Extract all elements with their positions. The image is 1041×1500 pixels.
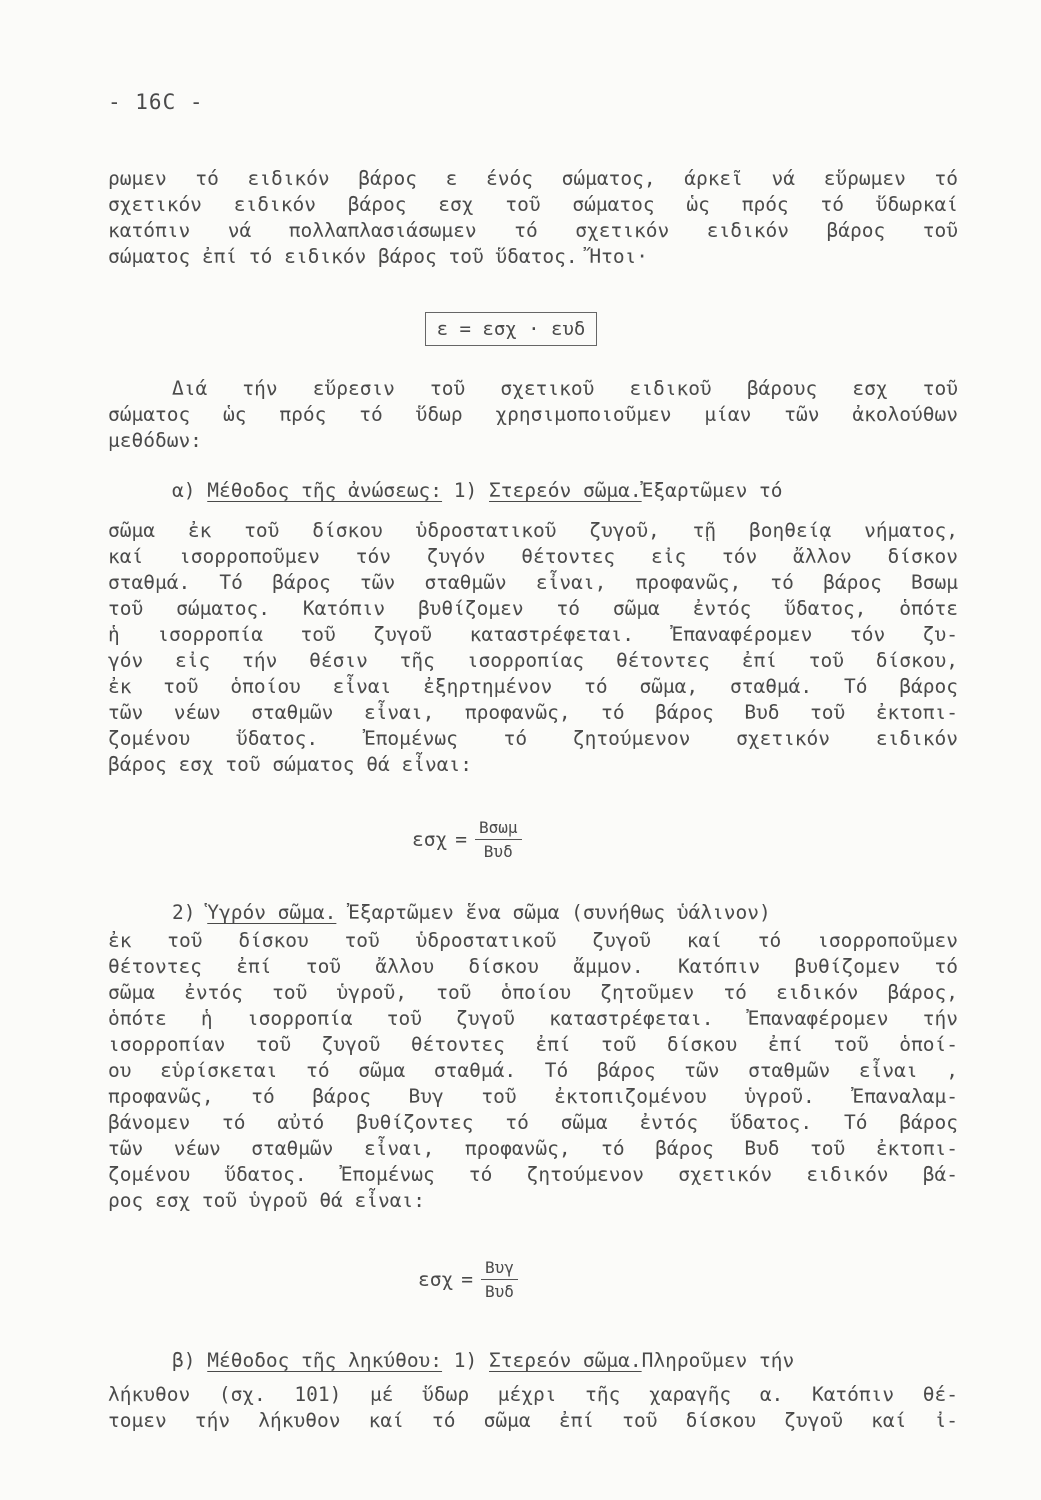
text-line: κατόπιν νά πολλαπλασιάσωμεν τό σχετικόν ειδικόν βάρος τοῦ <box>108 219 958 242</box>
text-line: θέτοντες ἐπί τοῦ ἄλλου δίσκου ἄμμον. Κατόπιν βυθίζομεν τό <box>108 955 958 978</box>
text-line: τῶν νέων σταθμῶν εἶναι, προφανῶς, τό βάρος Βυδ τοῦ ἐκτοπι- <box>108 701 958 724</box>
formula-liquid-ratio <box>418 1258 518 1301</box>
text-line: γόν εἰς τήν θέσιν τῆς ισορροπίας θέτοντες ἐπί τοῦ δίσκου, <box>108 649 958 672</box>
text-line: ζομένου ὕδατος. Ἐπομένως τό ζητούμενον σχετικόν ειδικόν <box>108 727 958 750</box>
text-line: ρος εσχ τοῦ ὑγροῦ θά εἶναι: <box>108 1189 425 1212</box>
method-a-title: Μέθοδος τῆς ἀνώσεως: <box>207 479 443 502</box>
text-line: σῶμα ἐντός τοῦ ὑγροῦ, τοῦ ὁποίου ζητοῦμεν τό ειδικόν βάρος, <box>108 981 958 1004</box>
liquid-sub-label: 2) <box>172 901 208 924</box>
formula-numerator: Βσωμ <box>478 818 518 837</box>
paragraph-liquid-body <box>108 928 958 1214</box>
text-line: ἐκ τοῦ ὁποίου εἶναι ἐξηρτημένον τό σῶμα, σταθμά. Τό βάρος <box>108 675 958 698</box>
formula-solid-ratio <box>412 818 522 861</box>
method-a-sub-label: 1) <box>453 479 490 502</box>
text-line: λήκυθον (σχ. 101) μέ ὕδωρ μέχρι τῆς χαραγῆς α. Κατόπιν θέ- <box>108 1383 958 1406</box>
text-line: σχετικόν ειδικόν βάρος εσχ τοῦ σώματος ὡς πρός τό ὕδωρκαί <box>108 193 958 216</box>
text-line: ισορροπίαν τοῦ ζυγοῦ θέτοντες ἐπί τοῦ δίσκου ἐπί τοῦ ὁποί- <box>108 1033 958 1056</box>
text-line: προφανῶς, τό βάρος Βυγ τοῦ ἐκτοπιζομένου ὑγροῦ. Ἐπαναλαμ- <box>108 1085 958 1108</box>
method-b-sub-label: 1) <box>442 1349 490 1372</box>
text-line: καί ισορροποῦμεν τόν ζυγόν θέτοντες εἰς τόν ἄλλον δίσκον <box>108 545 958 568</box>
text-line: ἡ ισορροπία τοῦ ζυγοῦ καταστρέφεται. Ἐπαναφέρομεν τόν ζυ- <box>108 623 958 646</box>
text-line: ου εὑρίσκεται τό σῶμα σταθμά. Τό βάρος τῶν σταθμῶν εἶναι , <box>108 1059 958 1082</box>
text-line: μεθόδων: <box>108 429 202 452</box>
text-line: τομεν τήν λήκυθον καί τό σῶμα ἐπί τοῦ δίσκου ζυγοῦ καί ἰ- <box>108 1409 958 1432</box>
formula-lhs: εσχ <box>418 1268 454 1291</box>
text-line: βάρος εσχ τοῦ σώματος θά εἶναι: <box>108 753 472 776</box>
method-b-rest: Πληροῦμεν τήν <box>641 1349 795 1372</box>
formula-numerator: Βυγ <box>484 1258 514 1277</box>
formula-specific-weight-box: ε = εσχ · ευδ <box>425 312 597 346</box>
method-a-prefix: α) <box>172 479 208 502</box>
text-line: σώματος ἐπί τό ειδικόν βάρος τοῦ ὕδατος. Ἤτοι· <box>108 245 649 268</box>
method-a-rest: Ἐξαρτῶμεν τό <box>641 479 783 502</box>
text-line: τοῦ σώματος. Κατόπιν βυθίζομεν τό σῶμα ἐντός ὕδατος, ὁπότε <box>108 597 958 620</box>
method-b-heading <box>108 1348 958 1374</box>
method-a-sub-title: Στερεόν σῶμα. <box>489 479 642 502</box>
paragraph-intro <box>108 166 958 270</box>
formula-lhs: εσχ <box>412 828 448 851</box>
page-number: - 16C - <box>108 90 204 114</box>
paragraph-solid-body <box>108 518 958 778</box>
paragraph-flask-method <box>108 1382 958 1434</box>
text-line: ζομένου ὕδατος. Ἐπομένως τό ζητούμενον σχετικόν ειδικόν βά- <box>108 1163 958 1186</box>
text-line: βάνομεν τό αὐτό βυθίζοντες τό σῶμα ἐντός ὕδατος. Τό βάρος <box>108 1111 958 1134</box>
method-a-heading <box>108 478 958 504</box>
method-b-title: Μέθοδος τῆς ληκύθου: <box>207 1349 443 1372</box>
text-line: ὁπότε ἡ ισορροπία τοῦ ζυγοῦ καταστρέφεται. Ἐπαναφέρομεν τήν <box>108 1007 958 1030</box>
formula-equals: = <box>461 1268 473 1291</box>
formula-denominator: Βυδ <box>484 1282 514 1301</box>
text-line: τῶν νέων σταθμῶν εἶναι, προφανῶς, τό βάρος Βυδ τοῦ ἐκτοπι- <box>108 1137 958 1160</box>
liquid-rest: Ἐξαρτῶμεν ἕνα σῶμα (συνήθως ὑάλινον) <box>336 901 771 924</box>
text-line: ρωμεν τό ειδικόν βάρος ε ένός σώματος, άρκεῖ νά εὕρωμεν τό <box>108 167 958 190</box>
text-line: σταθμά. Τό βάρος τῶν σταθμῶν εἶναι, προφανῶς, τό βάρος Βσωμ <box>108 571 958 594</box>
liquid-sub-title: Ὑγρόν σῶμα. <box>207 901 337 924</box>
text-line: σῶμα ἐκ τοῦ δίσκου ὑδροστατικοῦ ζυγοῦ, τῇ βοηθείᾳ νήματος, <box>108 519 958 542</box>
text-line: ἐκ τοῦ δίσκου τοῦ ὑδροστατικοῦ ζυγοῦ καί τό ισορροποῦμεν <box>108 929 958 952</box>
paragraph-methods-intro <box>108 376 958 454</box>
text-line: Διά τήν εὕρεσιν τοῦ σχετικοῦ ειδικοῦ βάρους εσχ τοῦ <box>172 377 958 400</box>
liquid-body-heading <box>108 900 958 926</box>
formula-equals: = <box>455 828 467 851</box>
method-b-sub-title: Στερεόν σῶμα. <box>489 1349 642 1372</box>
text-line: σώματος ὡς πρός τό ὕδωρ χρησιμοποιοῦμεν μίαν τῶν ἀκολούθων <box>108 403 958 426</box>
method-b-prefix: β) <box>172 1349 208 1372</box>
formula-denominator: Βυδ <box>483 842 513 861</box>
